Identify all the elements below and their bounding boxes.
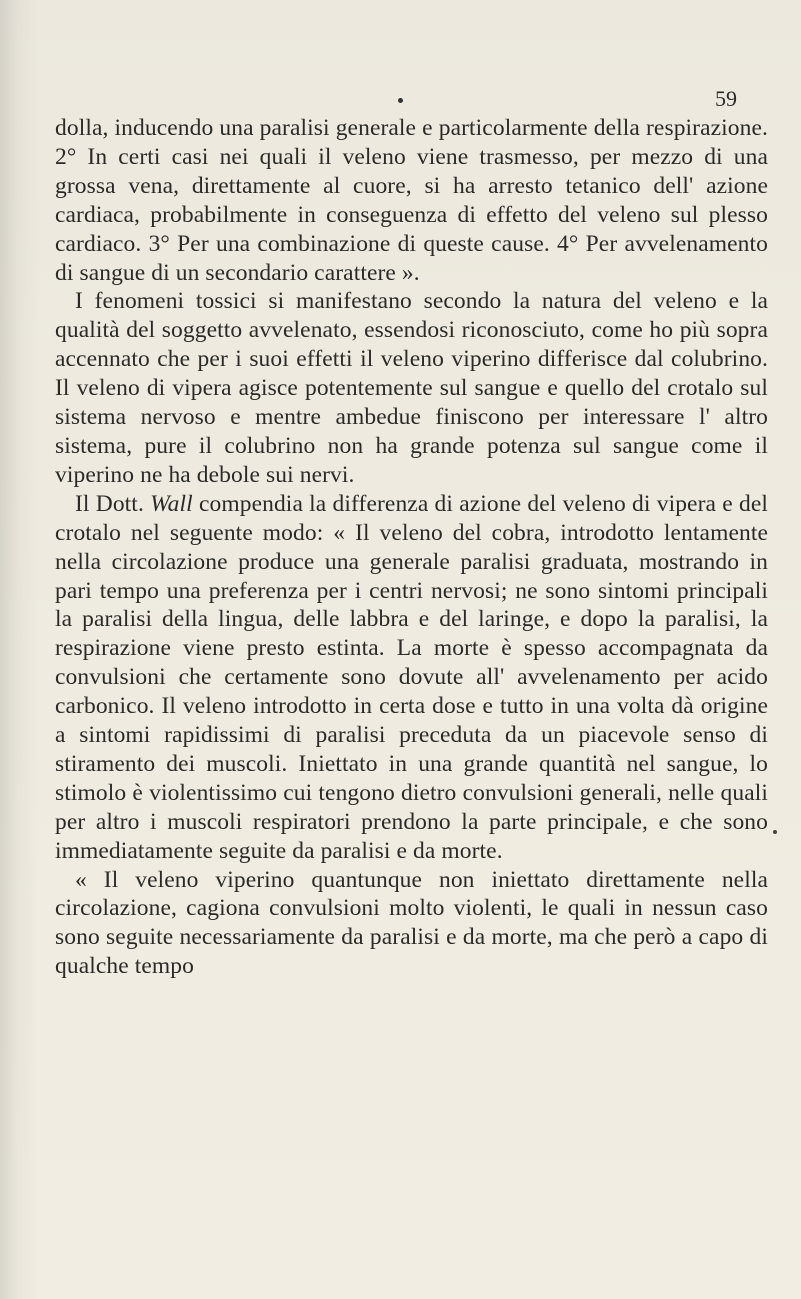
paragraph: « Il veleno viperino quantunque non iniettato direttamente nella circolazione, cagiona convulsioni molto violenti, le quali in nessun caso sono seguite necessariamente da paralisi e da morte, ma che però a capo di qualche tempo xyxy=(55,866,768,980)
paragraph: I fenomeni tossici si manifestano secondo la natura del veleno e la qualità del soggetto avvelenato, essendosi riconosciuto, come ho più sopra accennato che per i suoi effetti il veleno viperino differisce dal colubrino. Il veleno di vipera agisce potentemente sul sangue e quello del crotalo sul sistema nervoso e mentre ambedue finiscono per interessare l' altro sistema, pure il colubrino non ha grande potenza sul sangue come il viperino ne ha debole sui nervi. xyxy=(55,288,768,488)
print-dot xyxy=(398,98,403,103)
paragraph-text: Il Dott. xyxy=(75,490,151,517)
paragraph-text: compendia la differenza di azione del veleno di vipera e del crotalo nel seguente modo: « Il veleno del cobra, introdotto lentamente nella circolazione produce una generale paralisi graduata, mostrando in pari tempo una preferenza per i centri nervosi; ne sono sintomi principali la paralisi della lingua, delle labbra e del laringe, e dopo la paralisi, la respirazione viene presto estinta. La morte è spesso accompagnata da convulsioni che certamente sono dovute all' avvelenamento per acido carbonico. Il veleno introdotto in certa dose e tutto in una volta dà origine a sintomi rapidissimi di paralisi preceduta da un piacevole senso di stiramento dei muscoli. Iniettato in una grande quantità nel sangue, lo stimolo è violentissimo cui tengono dietro convulsioni generali, nelle quali per altro i muscoli respiratori prendono la parte principale, e che sono immediatamente seguite da paralisi e da morte. xyxy=(55,490,768,864)
paragraph: dolla, inducendo una paralisi generale e particolarmente della respirazione. 2° In certi casi nei quali il veleno viene trasmesso, per mezzo di una grossa vena, direttamente al cuore, si ha arresto tetanico dell' azione cardiaca, probabilmente in conseguenza di effetto del veleno sul plesso cardiaco. 3° Per una combinazione di queste cause. 4° Per avvelenamento di sangue di un secondario carattere ». xyxy=(55,115,768,286)
margin-mark xyxy=(773,830,777,834)
author-name: Wall xyxy=(150,490,193,517)
body-text xyxy=(55,114,768,981)
page-number: 59 xyxy=(715,86,737,111)
paragraph xyxy=(55,490,768,866)
